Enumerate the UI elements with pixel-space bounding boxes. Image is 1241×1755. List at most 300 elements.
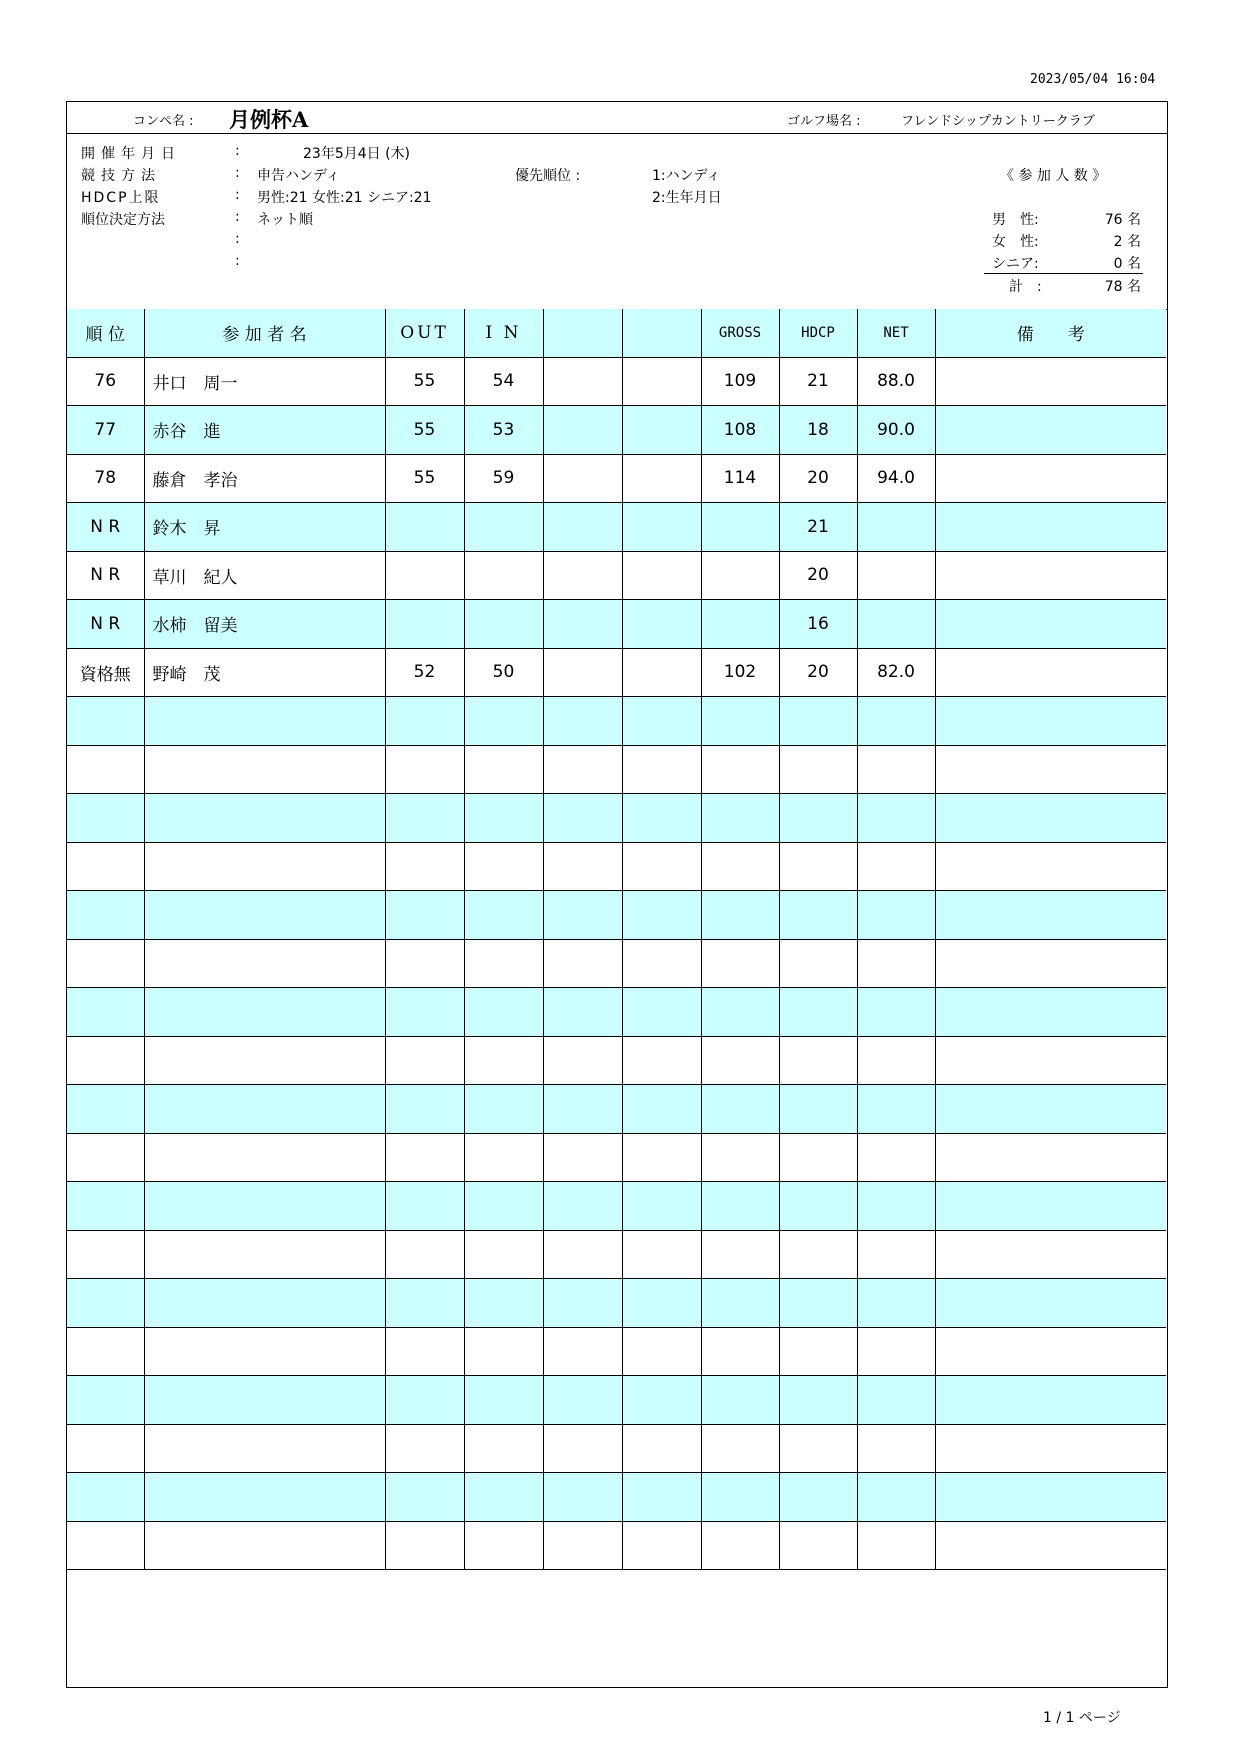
blank-cell-2 — [622, 551, 701, 600]
net-cell — [857, 1473, 935, 1522]
note-cell — [935, 600, 1166, 649]
in-cell — [464, 503, 543, 552]
hdcp-colon: : — [235, 187, 240, 203]
hdcp-cell — [779, 1521, 857, 1570]
empty-row — [67, 1424, 1166, 1473]
name-cell — [144, 794, 385, 843]
gross-cell — [701, 1133, 779, 1182]
rank-cell — [67, 1521, 144, 1570]
blank-cell-2 — [622, 1085, 701, 1134]
out-cell — [385, 1424, 464, 1473]
out-cell — [385, 503, 464, 552]
in-cell — [464, 1424, 543, 1473]
name-cell — [144, 1376, 385, 1425]
note-cell — [935, 357, 1166, 406]
out-cell: 55 — [385, 357, 464, 406]
hdcp-value: 男性:21 女性:21 シニア:21 — [257, 190, 432, 206]
col-rank: 順 位 — [67, 309, 144, 357]
senior-label: シニア: — [992, 256, 1039, 272]
rank-cell — [67, 1376, 144, 1425]
note-cell — [935, 406, 1166, 455]
empty-row — [67, 1376, 1166, 1425]
table-row — [67, 551, 1166, 600]
in-cell — [464, 551, 543, 600]
in-cell — [464, 1085, 543, 1134]
in-cell — [464, 745, 543, 794]
course-name: フレンドシップカントリークラブ — [901, 114, 1095, 129]
blank-cell-2 — [622, 1182, 701, 1231]
date-label: 開催年月日 — [81, 146, 181, 162]
out-cell — [385, 1230, 464, 1279]
col-blank-1 — [543, 309, 622, 357]
gross-cell — [701, 794, 779, 843]
blank-cell-2 — [622, 1424, 701, 1473]
result-sheet — [66, 101, 1168, 1688]
blank-cell-2 — [622, 600, 701, 649]
in-cell — [464, 1133, 543, 1182]
out-cell: 55 — [385, 454, 464, 503]
name-cell — [144, 697, 385, 746]
name-cell — [144, 1521, 385, 1570]
blank-cell-2 — [622, 357, 701, 406]
out-cell — [385, 1327, 464, 1376]
net-cell — [857, 1376, 935, 1425]
blank-colon-1: : — [235, 231, 240, 247]
name-cell — [144, 939, 385, 988]
net-cell — [857, 503, 935, 552]
blank-cell-2 — [622, 988, 701, 1037]
gross-cell — [701, 1230, 779, 1279]
blank-cell-1 — [543, 600, 622, 649]
blank-cell-2 — [622, 891, 701, 940]
name-cell: 井口 周一 — [144, 357, 385, 406]
gross-cell — [701, 745, 779, 794]
rank-cell: 77 — [67, 406, 144, 455]
net-cell — [857, 1424, 935, 1473]
rank-cell — [67, 842, 144, 891]
blank-cell-1 — [543, 1279, 622, 1328]
date-colon: : — [235, 143, 240, 159]
competition-label: コンペ名 : — [133, 114, 194, 129]
in-cell — [464, 842, 543, 891]
blank-cell-1 — [543, 1521, 622, 1570]
gross-cell — [701, 1521, 779, 1570]
rank-cell — [67, 1279, 144, 1328]
gross-cell — [701, 1327, 779, 1376]
name-cell — [144, 988, 385, 1037]
in-cell — [464, 1182, 543, 1231]
rank-cell: 資格無 — [67, 648, 144, 697]
timestamp: 2023/05/04 16:04 — [1030, 72, 1156, 87]
sheet-footer-area — [67, 1568, 1167, 1686]
out-cell — [385, 794, 464, 843]
in-cell — [464, 891, 543, 940]
in-cell — [464, 600, 543, 649]
hdcp-cell — [779, 697, 857, 746]
note-cell — [935, 1521, 1166, 1570]
note-cell — [935, 1327, 1166, 1376]
hdcp-cell: 16 — [779, 600, 857, 649]
gross-cell: 102 — [701, 648, 779, 697]
gross-cell — [701, 842, 779, 891]
out-cell — [385, 842, 464, 891]
rank-cell — [67, 1182, 144, 1231]
hdcp-cell — [779, 1182, 857, 1231]
blank-cell-1 — [543, 503, 622, 552]
gross-cell — [701, 1424, 779, 1473]
blank-cell-1 — [543, 988, 622, 1037]
hdcp-cell — [779, 1085, 857, 1134]
net-cell — [857, 1182, 935, 1231]
net-cell — [857, 988, 935, 1037]
empty-row — [67, 842, 1166, 891]
blank-cell-1 — [543, 842, 622, 891]
out-cell — [385, 745, 464, 794]
name-cell: 鈴木 昇 — [144, 503, 385, 552]
gross-cell — [701, 1473, 779, 1522]
net-cell — [857, 1279, 935, 1328]
rank-cell: 78 — [67, 454, 144, 503]
empty-row — [67, 745, 1166, 794]
male-count: 76 名 — [1104, 212, 1141, 228]
empty-row — [67, 1085, 1166, 1134]
hdcp-cell — [779, 1473, 857, 1522]
hdcp-cell — [779, 1376, 857, 1425]
net-cell — [857, 891, 935, 940]
in-cell — [464, 1521, 543, 1570]
hdcp-cell — [779, 1424, 857, 1473]
out-cell — [385, 551, 464, 600]
out-cell — [385, 891, 464, 940]
rank-cell — [67, 1133, 144, 1182]
net-cell — [857, 794, 935, 843]
blank-cell-2 — [622, 1473, 701, 1522]
rank-cell — [67, 988, 144, 1037]
rank-cell — [67, 794, 144, 843]
blank-cell-2 — [622, 1376, 701, 1425]
course-label: ゴルフ場名 : — [787, 114, 861, 129]
priority-2: 2:生年月日 — [652, 190, 722, 206]
order-value: ネット順 — [257, 212, 313, 228]
blank-cell-1 — [543, 1036, 622, 1085]
name-cell — [144, 745, 385, 794]
empty-row — [67, 794, 1166, 843]
gross-cell: 108 — [701, 406, 779, 455]
net-cell — [857, 697, 935, 746]
note-cell — [935, 1424, 1166, 1473]
rank-cell — [67, 891, 144, 940]
name-cell: 草川 紀人 — [144, 551, 385, 600]
blank-colon-2: : — [235, 253, 240, 269]
gross-cell — [701, 1182, 779, 1231]
out-cell — [385, 1133, 464, 1182]
total-label: 計 : — [1009, 279, 1042, 295]
col-out: OUT — [385, 309, 464, 357]
blank-cell-1 — [543, 1473, 622, 1522]
blank-cell-1 — [543, 1085, 622, 1134]
out-cell — [385, 600, 464, 649]
note-cell — [935, 1279, 1166, 1328]
blank-cell-2 — [622, 1327, 701, 1376]
note-cell — [935, 939, 1166, 988]
gross-cell — [701, 891, 779, 940]
hdcp-label: HDCP上限 — [81, 190, 161, 206]
net-cell — [857, 1085, 935, 1134]
blank-cell-2 — [622, 648, 701, 697]
name-cell: 水柿 留美 — [144, 600, 385, 649]
note-cell — [935, 1085, 1166, 1134]
name-cell: 野崎 茂 — [144, 648, 385, 697]
female-label: 女 性: — [992, 234, 1039, 250]
blank-cell-1 — [543, 1230, 622, 1279]
hdcp-cell — [779, 1279, 857, 1328]
in-cell — [464, 1327, 543, 1376]
gross-cell — [701, 600, 779, 649]
note-cell — [935, 1182, 1166, 1231]
gross-cell — [701, 1376, 779, 1425]
blank-cell-1 — [543, 939, 622, 988]
order-colon: : — [235, 209, 240, 225]
method-colon: : — [235, 165, 240, 181]
rank-cell — [67, 697, 144, 746]
hdcp-cell — [779, 842, 857, 891]
hdcp-cell — [779, 939, 857, 988]
blank-cell-1 — [543, 454, 622, 503]
hdcp-cell: 20 — [779, 551, 857, 600]
hdcp-cell — [779, 745, 857, 794]
net-cell — [857, 1327, 935, 1376]
table-row — [67, 503, 1166, 552]
empty-row — [67, 1133, 1166, 1182]
competition-info — [67, 133, 1167, 310]
in-cell — [464, 939, 543, 988]
note-cell — [935, 454, 1166, 503]
sheet-header — [67, 102, 1167, 134]
blank-cell-2 — [622, 842, 701, 891]
note-cell — [935, 891, 1166, 940]
col-net: NET — [857, 309, 935, 357]
competition-name: 月例杯A — [229, 107, 309, 132]
counts-divider — [984, 273, 1143, 274]
hdcp-cell — [779, 1036, 857, 1085]
counts-title: 《 参 加 人 数 》 — [1000, 168, 1107, 184]
name-cell — [144, 1133, 385, 1182]
table-row — [67, 357, 1166, 406]
blank-cell-1 — [543, 745, 622, 794]
blank-cell-1 — [543, 1133, 622, 1182]
out-cell — [385, 1376, 464, 1425]
method-label: 競技方法 — [81, 168, 161, 184]
gross-cell — [701, 1036, 779, 1085]
rank-cell — [67, 1327, 144, 1376]
note-cell — [935, 503, 1166, 552]
gross-cell — [701, 1085, 779, 1134]
gross-cell — [701, 503, 779, 552]
blank-cell-1 — [543, 357, 622, 406]
net-cell: 88.0 — [857, 357, 935, 406]
in-cell — [464, 988, 543, 1037]
gross-cell — [701, 697, 779, 746]
in-cell — [464, 1473, 543, 1522]
table-row — [67, 600, 1166, 649]
total-count: 78 名 — [1104, 279, 1141, 295]
priority-1: 1:ハンディ — [652, 168, 721, 184]
note-cell — [935, 697, 1166, 746]
name-cell — [144, 1424, 385, 1473]
net-cell: 82.0 — [857, 648, 935, 697]
page-number: 1 / 1 ページ — [1043, 1710, 1121, 1726]
net-cell — [857, 551, 935, 600]
out-cell — [385, 988, 464, 1037]
date-value: 23年5月4日 (木) — [303, 146, 411, 162]
name-cell: 赤谷 進 — [144, 406, 385, 455]
blank-cell-1 — [543, 1376, 622, 1425]
empty-row — [67, 1230, 1166, 1279]
blank-cell-1 — [543, 697, 622, 746]
col-blank-2 — [622, 309, 701, 357]
blank-cell-1 — [543, 551, 622, 600]
hdcp-cell: 21 — [779, 503, 857, 552]
empty-row — [67, 1521, 1166, 1570]
out-cell — [385, 1279, 464, 1328]
out-cell — [385, 939, 464, 988]
rank-cell — [67, 745, 144, 794]
hdcp-cell: 20 — [779, 648, 857, 697]
blank-cell-2 — [622, 1133, 701, 1182]
out-cell — [385, 1085, 464, 1134]
blank-cell-2 — [622, 794, 701, 843]
in-cell — [464, 1036, 543, 1085]
name-cell — [144, 1230, 385, 1279]
note-cell — [935, 1376, 1166, 1425]
blank-cell-2 — [622, 1036, 701, 1085]
blank-cell-2 — [622, 503, 701, 552]
name-cell — [144, 842, 385, 891]
net-cell — [857, 1521, 935, 1570]
name-cell — [144, 1036, 385, 1085]
in-cell — [464, 1230, 543, 1279]
name-cell — [144, 1279, 385, 1328]
empty-row — [67, 1182, 1166, 1231]
name-cell — [144, 1182, 385, 1231]
name-cell — [144, 1085, 385, 1134]
rank-cell — [67, 1036, 144, 1085]
blank-cell-2 — [622, 1230, 701, 1279]
in-cell: 59 — [464, 454, 543, 503]
rank-cell: N R — [67, 503, 144, 552]
hdcp-cell — [779, 1230, 857, 1279]
empty-row — [67, 1036, 1166, 1085]
empty-row — [67, 697, 1166, 746]
empty-row — [67, 891, 1166, 940]
empty-row — [67, 1473, 1166, 1522]
blank-cell-2 — [622, 1521, 701, 1570]
name-cell — [144, 1327, 385, 1376]
empty-row — [67, 1279, 1166, 1328]
net-cell: 94.0 — [857, 454, 935, 503]
note-cell — [935, 842, 1166, 891]
hdcp-cell: 20 — [779, 454, 857, 503]
col-note: 備 考 — [935, 309, 1166, 357]
name-cell: 藤倉 孝治 — [144, 454, 385, 503]
rank-cell — [67, 1230, 144, 1279]
blank-cell-2 — [622, 454, 701, 503]
hdcp-cell — [779, 1133, 857, 1182]
note-cell — [935, 1230, 1166, 1279]
in-cell — [464, 697, 543, 746]
senior-count: 0 名 — [1113, 256, 1141, 272]
note-cell — [935, 648, 1166, 697]
blank-cell-2 — [622, 939, 701, 988]
note-cell — [935, 1036, 1166, 1085]
hdcp-cell: 21 — [779, 357, 857, 406]
rank-cell: N R — [67, 551, 144, 600]
out-cell — [385, 1036, 464, 1085]
net-cell — [857, 600, 935, 649]
in-cell — [464, 1279, 543, 1328]
rank-cell: N R — [67, 600, 144, 649]
out-cell — [385, 1473, 464, 1522]
blank-cell-1 — [543, 794, 622, 843]
blank-cell-1 — [543, 1182, 622, 1231]
net-cell — [857, 1230, 935, 1279]
gross-cell: 114 — [701, 454, 779, 503]
blank-cell-1 — [543, 1424, 622, 1473]
net-cell — [857, 939, 935, 988]
blank-cell-1 — [543, 406, 622, 455]
hdcp-cell — [779, 891, 857, 940]
in-cell: 50 — [464, 648, 543, 697]
rank-cell — [67, 1473, 144, 1522]
net-cell — [857, 745, 935, 794]
col-gross: GROSS — [701, 309, 779, 357]
note-cell — [935, 551, 1166, 600]
empty-row — [67, 1327, 1166, 1376]
note-cell — [935, 745, 1166, 794]
method-value: 申告ハンディ — [257, 168, 340, 184]
gross-cell — [701, 551, 779, 600]
results-table — [67, 309, 1166, 1570]
hdcp-cell — [779, 1327, 857, 1376]
out-cell: 55 — [385, 406, 464, 455]
net-cell — [857, 1036, 935, 1085]
hdcp-cell — [779, 794, 857, 843]
note-cell — [935, 988, 1166, 1037]
blank-cell-1 — [543, 891, 622, 940]
male-label: 男 性: — [992, 212, 1039, 228]
out-cell — [385, 1182, 464, 1231]
col-name: 参 加 者 名 — [144, 309, 385, 357]
female-count: 2 名 — [1113, 234, 1141, 250]
hdcp-cell: 18 — [779, 406, 857, 455]
in-cell: 53 — [464, 406, 543, 455]
in-cell: 54 — [464, 357, 543, 406]
blank-cell-2 — [622, 406, 701, 455]
net-cell: 90.0 — [857, 406, 935, 455]
table-row — [67, 406, 1166, 455]
empty-row — [67, 988, 1166, 1037]
rank-cell — [67, 1424, 144, 1473]
name-cell — [144, 891, 385, 940]
note-cell — [935, 1133, 1166, 1182]
name-cell — [144, 1473, 385, 1522]
rank-cell: 76 — [67, 357, 144, 406]
table-row — [67, 454, 1166, 503]
note-cell — [935, 1473, 1166, 1522]
out-cell — [385, 697, 464, 746]
note-cell — [935, 794, 1166, 843]
col-in: I N — [464, 309, 543, 357]
